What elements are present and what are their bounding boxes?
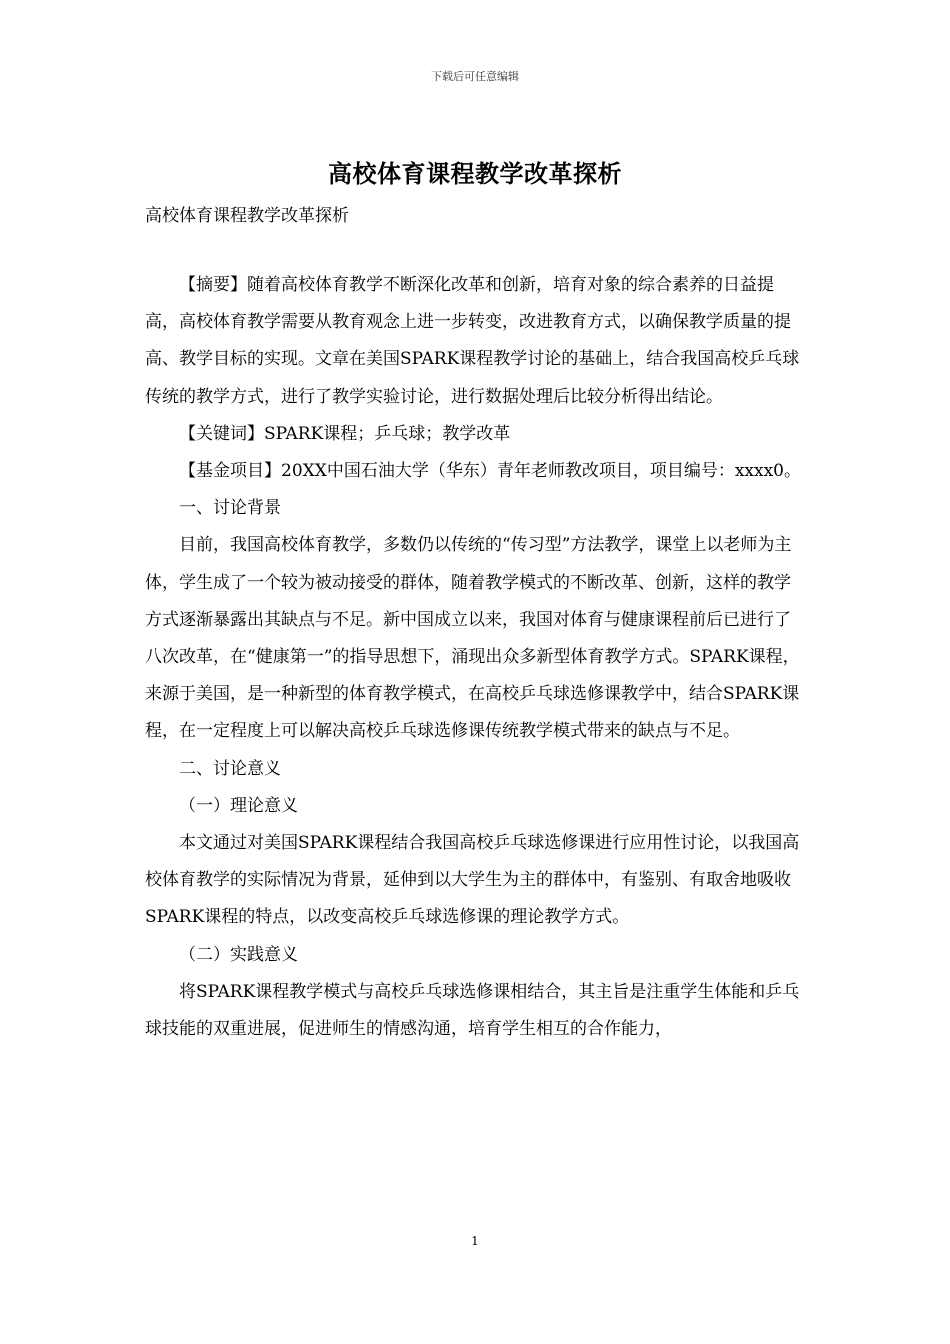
theoretical-paragraph: 本文通过对美国SPARK课程结合我国高校乒乓球选修课进行应用性讨论，以我国高校体育教学的实际情况为背景，延伸到以大学生为主的群体中，有鉴别、有取舍地吸收SPARK课程的特点，以改变高校乒乓球选修课的理论教学方式。 bbox=[145, 833, 800, 928]
document-body bbox=[145, 267, 805, 1048]
subheading-practical: （二）实践意义 bbox=[179, 944, 298, 965]
keywords-paragraph: 【关键词】SPARK课程；乒乓球；教学改革 bbox=[179, 423, 511, 444]
header-note: 下载后可任意编辑 bbox=[431, 70, 519, 83]
abstract-paragraph: 【摘要】随着高校体育教学不断深化改革和创新，培育对象的综合素养的日益提高，高校体育教学需要从教育观念上进一步转变，改进教育方式，以确保教学质量的提高、教学目标的实现。文章在美国SPARK课程教学讨论的基础上，结合我国高校乒乓球传统的教学方式，进行了教学实验讨论，进行数据处理后比较分析得出结论。 bbox=[145, 275, 800, 407]
funding-paragraph: 【基金项目】20XX中国石油大学（华东）青年老师教改项目，项目编号：xxxx0。 bbox=[179, 461, 802, 482]
section-heading-background: 一、讨论背景 bbox=[179, 498, 281, 519]
section-heading-significance: 二、讨论意义 bbox=[179, 758, 281, 779]
background-paragraph: 目前，我国高校体育教学，多数仍以传统的“传习型”方法教学，课堂上以老师为主体，学生成了一个较为被动接受的群体，随着教学模式的不断改革、创新，这样的教学方式逐渐暴露出其缺点与不足。新中国成立以来，我国对体育与健康课程前后已进行了八次改革，在“健康第一”的指导思想下，涌现出众多新型体育教学方式。SPARK课程，来源于美国，是一种新型的体育教学模式，在高校乒乓球选修课教学中，结合SPARK课程，在一定程度上可以解决高校乒乓球选修课传统教学模式带来的缺点与不足。 bbox=[145, 535, 800, 742]
page-number: 1 bbox=[471, 1234, 479, 1248]
document-title: 高校体育课程教学改革探析 bbox=[328, 159, 622, 188]
practical-paragraph: 将SPARK课程教学模式与高校乒乓球选修课相结合，其主旨是注重学生体能和乒乓球技能的双重进展，促进师生的情感沟通，培育学生相互的合作能力， bbox=[145, 981, 800, 1040]
subheading-theoretical: （一）理论意义 bbox=[179, 795, 298, 816]
document-subtitle: 高校体育课程教学改革探析 bbox=[145, 206, 349, 226]
